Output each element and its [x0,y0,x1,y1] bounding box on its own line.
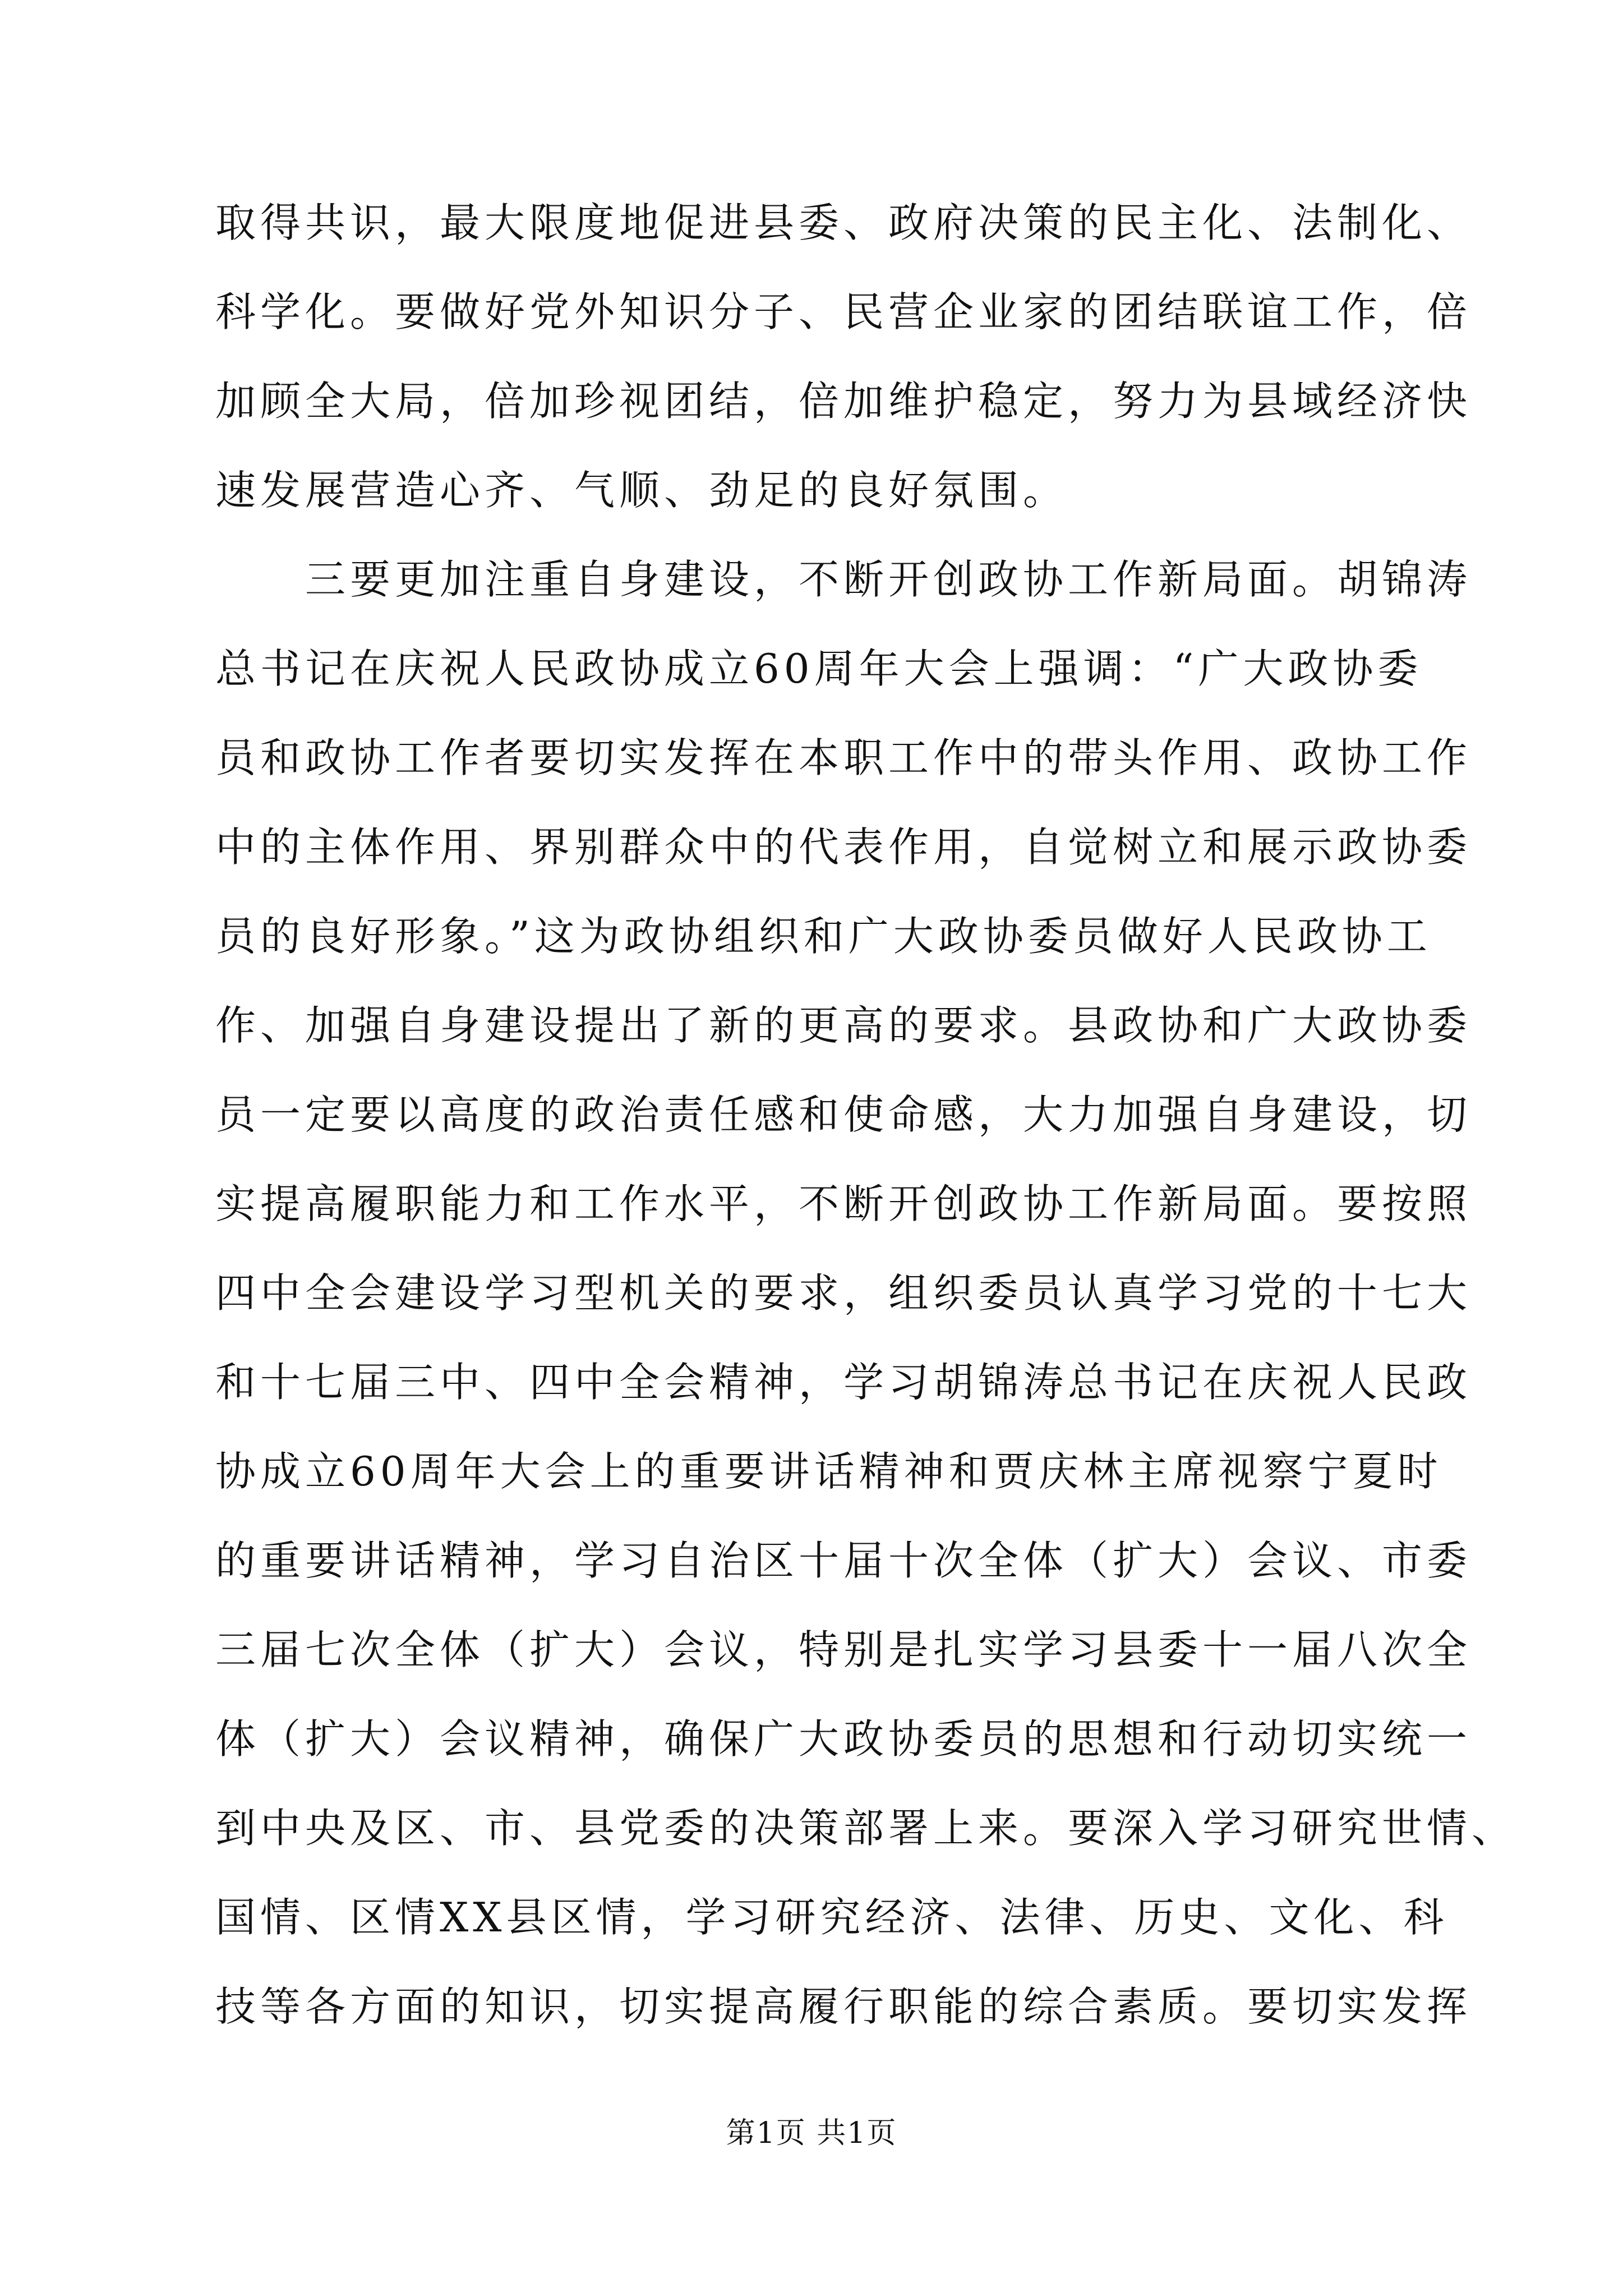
text-line: 体（扩大）会议精神，确保广大政协委员的思想和行动切实统一 [215,1715,1472,1763]
text-line: 技等各方面的知识，切实提高履行职能的综合素质。要切实发挥 [215,1983,1472,2030]
text-line: 到中央及区、市、县党委的决策部署上来。要深入学习研究世情、 [215,1805,1517,1852]
text-line: 和十七届三中、四中全会精神，学习胡锦涛总书记在庆祝人民政 [215,1359,1472,1406]
text-line: 中的主体作用、界别群众中的代表作用，自觉树立和展示政协委 [215,823,1472,871]
text-line: 国情、区情XX县区情，学习研究经济、法律、历史、文化、科 [215,1894,1449,1941]
text-line: 的重要讲话精神，学习自治区十届十次全体（扩大）会议、市委 [215,1537,1472,1584]
text-line: 速发展营造心齐、气顺、劲足的良好氛围。 [215,467,1068,514]
text-line: 取得共识，最大限度地促进县委、政府决策的民主化、法制化、 [215,199,1472,246]
text-line: 协成立60周年大会上的重要讲话精神和贾庆林主席视察宁夏时 [215,1448,1442,1495]
body-text [215,178,1517,2051]
text-line: 加顾全大局，倍加珍视团结，倍加维护稳定，努力为县域经济快 [215,378,1472,425]
text-line: 四中全会建设学习型机关的要求，组织委员认真学习党的十七大 [215,1269,1472,1317]
page-footer [0,2114,1623,2153]
text-line: 员一定要以高度的政治责任感和使命感，大力加强自身建设，切 [215,1091,1472,1138]
text-line: 科学化。要做好党外知识分子、民营企业家的团结联谊工作，倍 [215,288,1472,335]
text-line: 员的良好形象。”这为政协组织和广大政协委员做好人民政协工 [215,913,1432,960]
text-line: 实提高履职能力和工作水平，不断开创政协工作新局面。要按照 [215,1180,1472,1227]
text-line: 三届七次全体（扩大）会议，特别是扎实学习县委十一届八次全 [215,1626,1472,1673]
text-line: 员和政协工作者要切实发挥在本职工作中的带头作用、政协工作 [215,734,1472,781]
paragraph-first-line: 三要更加注重自身建设，不断开创政协工作新局面。胡锦涛 [305,556,1472,603]
text-line: 作、加强自身建设提出了新的更高的要求。县政协和广大政协委 [215,1002,1472,1049]
page-number: 第1页 共1页 [726,2116,897,2150]
text-line: 总书记在庆祝人民政协成立60周年大会上强调：“广大政协委 [215,645,1423,692]
